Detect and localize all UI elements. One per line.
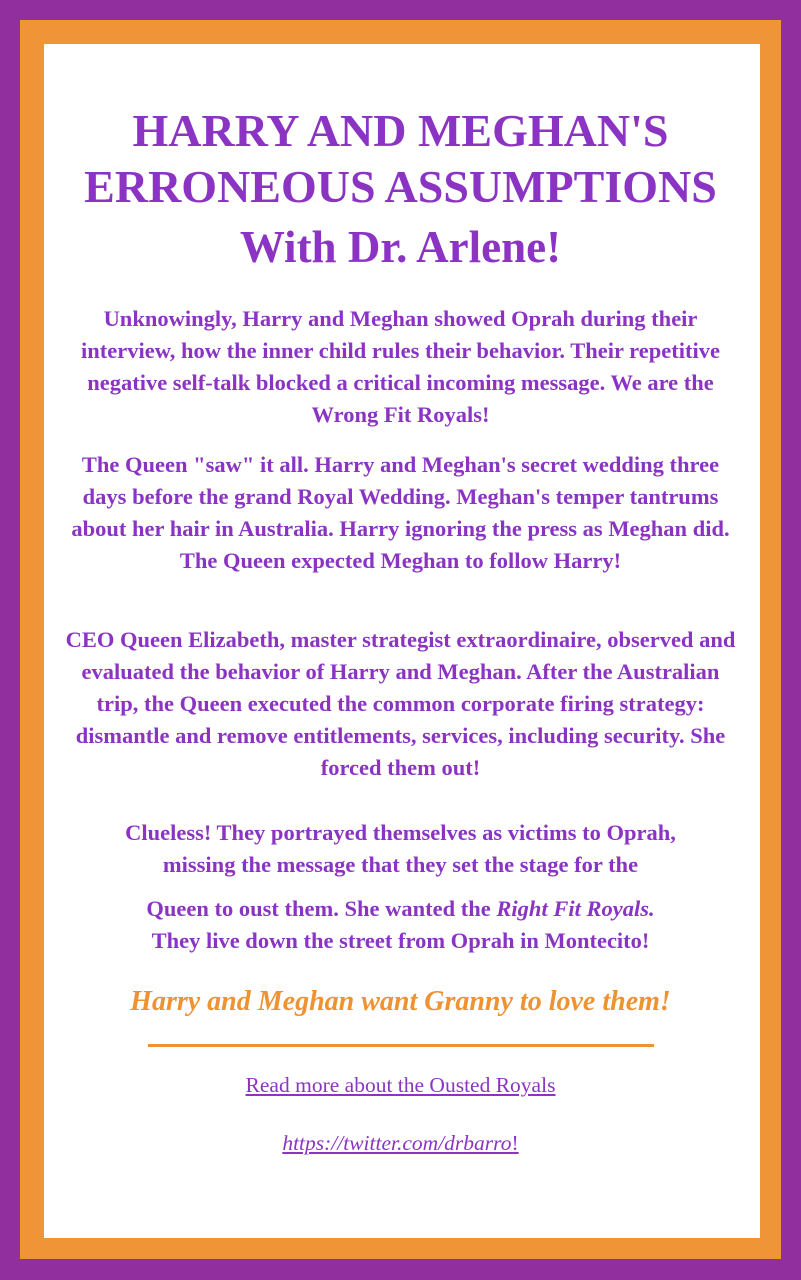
- paragraph-clueless-line-3: [60, 893, 741, 925]
- paragraph-queen-saw: The Queen "saw" it all. Harry and Meghan's secret wedding three days before the grand Royal Wedding. Meghan's temper tantrums about her hair in Australia. Harry ignoring the press as Meghan did. The Queen expected Meghan to follow Harry!: [71, 452, 730, 573]
- paragraph-clueless: [60, 817, 741, 957]
- twitter-link[interactable]: https://twitter.com/drbarro: [282, 1131, 512, 1155]
- paragraph-clueless-line-4: They live down the street from Oprah in Montecito!: [151, 928, 650, 953]
- paragraph-interview: Unknowingly, Harry and Meghan showed Oprah during their interview, how the inner child rules their behavior. Their repetitive negative self-talk blocked a critical incoming message. We are the Wrong Fit Royals!: [81, 306, 720, 427]
- twitter-link-row[interactable]: [0, 1131, 801, 1156]
- paragraph-clueless-line-1: Clueless! They portrayed themselves as victims to Oprah,: [125, 820, 676, 845]
- right-fit-royals-emphasis: Right Fit Royals.: [496, 896, 655, 921]
- headline-subtitle: With Dr. Arlene!: [239, 222, 562, 272]
- paragraph-clueless-line-3-text: Queen to oust them. She wanted the: [146, 896, 497, 921]
- headline-line-2: ERRONEOUS ASSUMPTIONS: [84, 161, 717, 212]
- headline-line-1: HARRY AND MEGHAN'S: [132, 105, 669, 156]
- read-more-link[interactable]: Read more about the Ousted Royals: [245, 1073, 556, 1097]
- tagline: Harry and Meghan want Granny to love them!: [130, 986, 671, 1017]
- paragraph-ceo-queen: CEO Queen Elizabeth, master strategist extraordinaire, observed and evaluated the behavior of Harry and Meghan. After the Australian trip, the Queen executed the common corporate firing strategy: dismantle and remove entitlements, services, including security. She forced them out!: [65, 627, 736, 780]
- twitter-link-suffix: !: [511, 1131, 519, 1155]
- divider: [148, 1044, 654, 1047]
- paragraph-clueless-line-2: missing the message that they set the stage for the: [162, 852, 639, 877]
